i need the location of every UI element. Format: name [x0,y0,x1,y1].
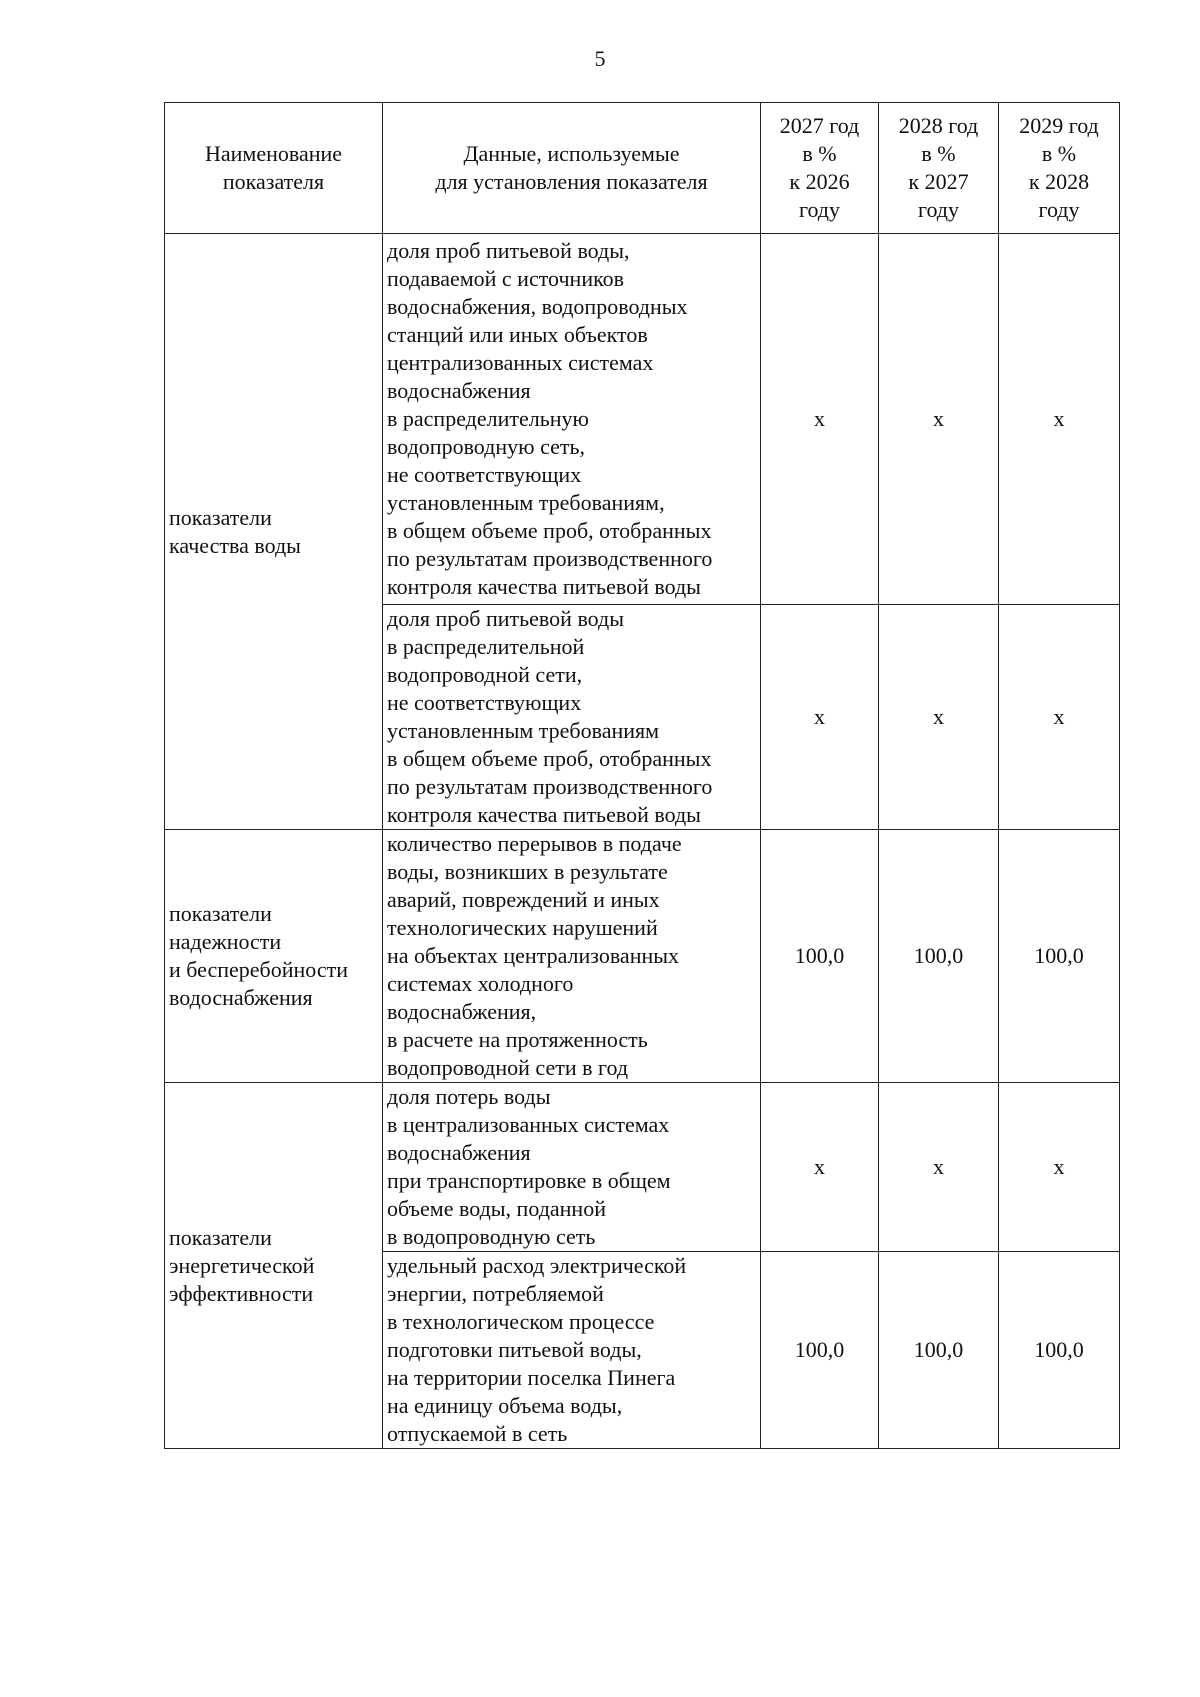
table-row [165,830,1120,1083]
indicators-table [164,102,1120,1449]
source-data-cell: удельный расход электрической энергии, потребляемой в технологическом процессе подготовки питьевой воды, на территории поселка Пинега на единицу объема воды, отпускаемой в сеть [383,1252,761,1449]
table-row [165,234,1120,605]
group-energy-efficiency: показатели энергетической эффективности [165,1083,383,1449]
value-2029: х [999,605,1120,830]
value-2029: 100,0 [999,830,1120,1083]
group-water-quality: показатели качества воды [165,234,383,830]
value-2028: 100,0 [879,830,999,1083]
source-data-cell: доля проб питьевой воды, подаваемой с источников водоснабжения, водопроводных станций или иных объектов централизованных системах водоснабжения в распределительную водопроводную сеть, не соответствующих установленным требованиям, в общем объеме проб, отобранных по результатам производственного контроля качества питьевой воды [383,234,761,605]
header-indicator-name: Наименование показателя [165,103,383,234]
value-2027: 100,0 [761,830,879,1083]
header-year-2029: 2029 год в % к 2028 году [999,103,1120,234]
value-2028: х [879,605,999,830]
value-2028: х [879,1083,999,1252]
page-number: 5 [594,46,606,71]
source-data-cell: доля потерь воды в централизованных системах водоснабжения при транспортировке в общем объеме воды, поданной в водопроводную сеть [383,1083,761,1252]
value-2029: х [999,1083,1120,1252]
value-2029: х [999,234,1120,605]
header-source-data: Данные, используемые для установления показателя [383,103,761,234]
header-year-2028: 2028 год в % к 2027 году [879,103,999,234]
value-2028: х [879,234,999,605]
table-row [165,1083,1120,1252]
value-2028: 100,0 [879,1252,999,1449]
value-2027: х [761,1083,879,1252]
table-header-row [165,103,1120,234]
source-data-cell: количество перерывов в подаче воды, возникших в результате аварий, повреждений и иных технологических нарушений на объектах централизованных системах холодного водоснабжения, в расчете на протяженность водопроводной сети в год [383,830,761,1083]
group-reliability: показатели надежности и бесперебойности водоснабжения [165,830,383,1083]
source-data-cell: доля проб питьевой воды в распределительной водопроводной сети, не соответствующих установленным требованиям в общем объеме проб, отобранных по результатам производственного контроля качества питьевой воды [383,605,761,830]
header-year-2027: 2027 год в % к 2026 году [761,103,879,234]
value-2027: 100,0 [761,1252,879,1449]
value-2029: 100,0 [999,1252,1120,1449]
value-2027: х [761,605,879,830]
value-2027: х [761,234,879,605]
